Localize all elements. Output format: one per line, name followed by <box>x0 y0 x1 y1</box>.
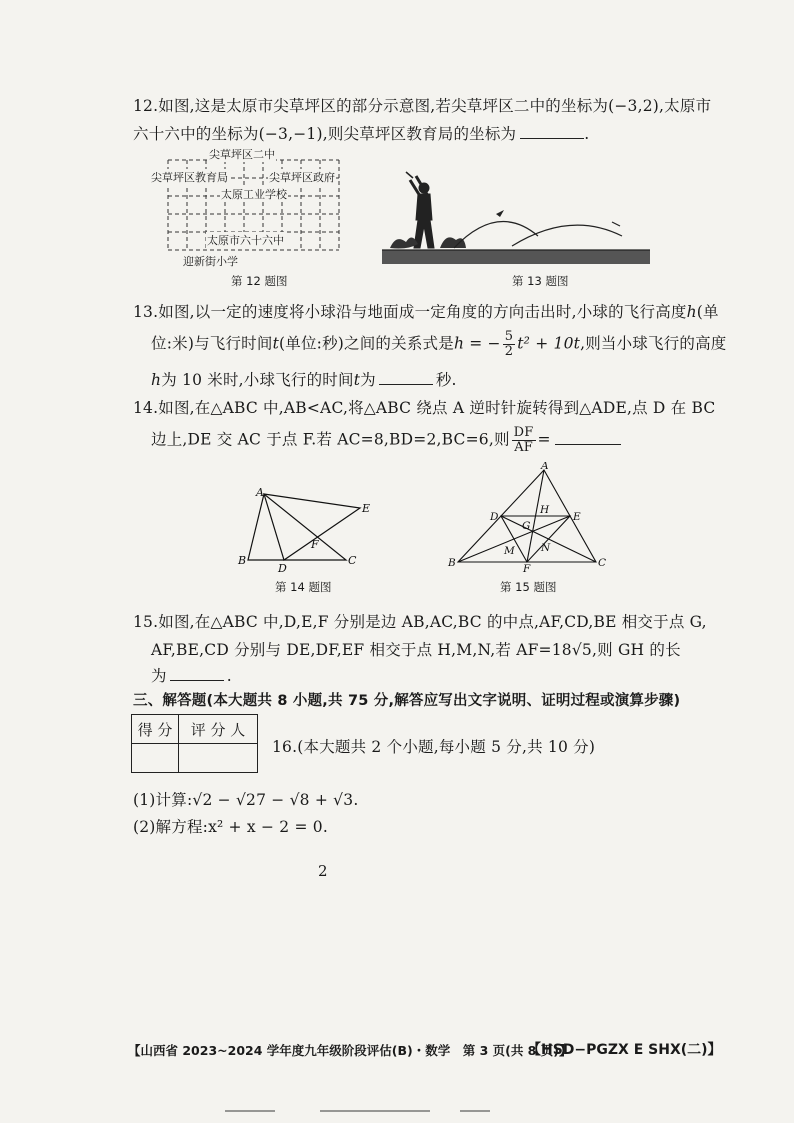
fig15-point-n: N <box>541 542 551 554</box>
q13-line2-text-c: ,则当小球飞行的高度 <box>580 334 727 353</box>
q13-line1 <box>133 300 719 322</box>
score-table <box>131 714 258 773</box>
section-3-title: 三、解答题(本大题共 8 小题,共 75 分,解答应写出文字说明、证明过程或演算步骤) <box>133 693 681 709</box>
q12-line2-text: 六十六中的坐标为(−3,−1),则尖草坪区教育局的坐标为 <box>133 125 517 143</box>
fig14-point-d: D <box>278 562 287 574</box>
score-table-grader-cell[interactable] <box>179 744 258 773</box>
q13-line1-text: 13.如图,以一定的速度将小球沿与地面成一定角度的方向击出时,小球的飞行高度 <box>133 303 687 321</box>
q15-line3 <box>151 664 232 686</box>
q12-line2-end: . <box>584 125 590 143</box>
q13-line1-end: (单 <box>696 303 719 321</box>
q13-formula-lhs: h = − <box>453 334 501 353</box>
fig15-point-m: M <box>504 545 515 557</box>
figure-13-golf-illustration <box>380 170 652 266</box>
q13-line3-text-b: 为 <box>360 371 376 389</box>
trajectory-arc-1 <box>454 222 538 248</box>
fig14-point-e: E <box>362 502 371 515</box>
fig14-point-f: F <box>311 538 319 551</box>
q13-line3-text: 为 10 米时,小球飞行的时间 <box>161 371 354 389</box>
q13-line2 <box>151 330 727 359</box>
fig15-point-d: D <box>490 511 499 523</box>
q12-line1: 12.如图,这是太原市尖草坪区的部分示意图,若尖草坪区二中的坐标为(−3,2),太原市 <box>133 97 712 115</box>
golfer-figure <box>406 172 434 248</box>
q12-answer-blank <box>520 124 584 139</box>
q13-line3 <box>151 368 457 390</box>
page-number: 2 <box>318 862 328 880</box>
trajectory-arrow-icon <box>496 210 504 217</box>
fig15-point-a: A <box>541 462 549 472</box>
q13-answer-blank <box>379 370 433 385</box>
score-table-score-cell[interactable] <box>132 744 179 773</box>
map-label-bureau: 尖草坪区教育局 <box>151 171 228 184</box>
q13-var-h: h <box>686 303 697 321</box>
q15-answer-blank <box>170 666 224 681</box>
q13-line2-text-b: (单位:秒)之间的关系式是 <box>279 334 454 353</box>
q13-frac-den: 2 <box>504 344 514 359</box>
q15-line2: AF,BE,CD 分别与 DE,DF,EF 相交于点 H,M,N,若 AF=18√5,则 GH 的长 <box>151 641 681 659</box>
score-table-header-grader: 评 分 人 <box>179 715 258 744</box>
q15-line3-end: . <box>226 667 232 685</box>
figure-15-caption: 第 15 题图 <box>500 580 557 594</box>
figure-13-caption: 第 13 题图 <box>512 274 569 288</box>
fig15-point-c: C <box>598 557 607 569</box>
figure-15-triangle-diagram <box>446 462 608 572</box>
q14-line1: 14.如图,在△ABC 中,AB<AC,将△ABC 绕点 A 逆时针旋转得到△ADE,点 D 在 BC <box>133 399 716 417</box>
q14-equals: = <box>537 430 551 449</box>
q12-line2 <box>133 122 589 144</box>
fig14-point-a: A <box>256 486 264 499</box>
map-label-government: 尖草坪区政府 <box>269 171 335 184</box>
q13-formula-rhs: t² + 10t <box>517 334 581 353</box>
q14-fraction <box>512 426 536 455</box>
fig15-point-h: H <box>540 504 550 516</box>
q16-part2: (2)解方程:x² + x − 2 = 0. <box>133 818 328 836</box>
scan-marks <box>220 1106 520 1116</box>
fig14-point-b: B <box>238 554 247 567</box>
footer-left: 【山西省 2023~2024 学年度九年级阶段评估(B)・数学 第 3 页(共 8 页)】 <box>128 1043 572 1058</box>
q16-part1: (1)计算:√2 − √27 − √8 + √3. <box>133 791 359 809</box>
bush-right <box>440 237 466 248</box>
fig15-point-g: G <box>522 520 531 532</box>
q14-frac-num: DF <box>513 425 534 440</box>
map-label-industrial-school: 太原工业学校 <box>221 188 287 201</box>
map-label-school66: 太原市六十六中 <box>207 234 284 247</box>
trajectory-arc-2 <box>512 225 622 246</box>
figure-12-caption: 第 12 题图 <box>231 274 288 288</box>
fig15-point-e: E <box>573 511 581 523</box>
q15-line1: 15.如图,在△ABC 中,D,E,F 分别是边 AB,AC,BC 的中点,AF,CD,BE 相交于点 G, <box>133 613 707 631</box>
q13-line3-end: 秒. <box>435 371 457 389</box>
fig15-point-b: B <box>448 557 456 569</box>
ground-strip <box>382 250 650 264</box>
q13-frac-num: 5 <box>504 329 514 344</box>
q13-var-h2: h <box>151 371 162 389</box>
figure-14-triangle-diagram <box>234 484 384 574</box>
q13-var-t: t <box>272 334 280 353</box>
footer-right: 【HSD−PGZX E SHX(二)】 <box>527 1042 722 1058</box>
fig14-point-c: C <box>348 554 357 567</box>
score-table-header-score: 得 分 <box>132 715 179 744</box>
map-label-school2: 尖草坪区二中 <box>209 148 275 161</box>
q13-line2-text: 位:米)与飞行时间 <box>151 334 273 353</box>
q14-line2-text: 边上,DE 交 AC 于点 F.若 AC=8,BD=2,BC=6,则 <box>151 430 510 449</box>
q16-title: 16.(本大题共 2 个小题,每小题 5 分,共 10 分) <box>272 738 596 756</box>
figure-14-caption: 第 14 题图 <box>275 580 332 594</box>
q14-answer-blank <box>555 430 621 445</box>
fig15-point-f: F <box>523 563 531 572</box>
q14-frac-den: AF <box>514 440 533 455</box>
q15-line3-text: 为 <box>151 667 167 685</box>
map-label-primary-school: 迎新街小学 <box>183 255 238 268</box>
trajectory-tail <box>612 222 620 226</box>
q13-var-t2: t <box>353 371 361 389</box>
q14-line2 <box>151 426 621 455</box>
q13-fraction <box>503 330 515 359</box>
figure-12-grid-map <box>148 150 348 266</box>
